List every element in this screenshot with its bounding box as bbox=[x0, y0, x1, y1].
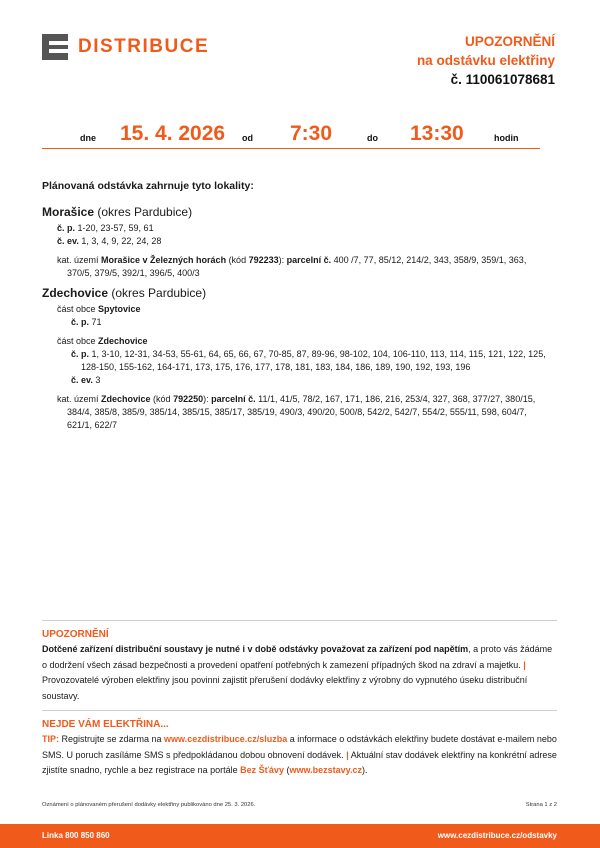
ce-label: č. ev. bbox=[71, 375, 93, 385]
cp-value: 71 bbox=[89, 317, 102, 327]
town-name: Morašice bbox=[42, 205, 95, 219]
cez-logo-icon bbox=[42, 34, 68, 60]
parcel-value: 11/1, 41/5, 78/2, 167, 171, 186, 216, 253/4, 327, 368, 377/27, 380/15, 384/4, 385/8, 385/9, 385/14, 385/15, 385/17, 385/19, 490/3, 490/20, 500/8, 542/2, 542/7, 554/2, 555/11, 598, 604/7, 621/1, 622/7 bbox=[67, 394, 536, 430]
kat-code-prefix: (kód bbox=[226, 255, 249, 265]
house-numbers bbox=[71, 316, 552, 329]
cp-label: č. p. bbox=[71, 317, 90, 327]
intro-text: Plánovaná odstávka zahrnuje tyto lokality: bbox=[42, 180, 254, 192]
kat-code-prefix: (kód bbox=[150, 394, 174, 404]
cp-value: 1, 3-10, 12-31, 34-53, 55-61, 64, 65, 66, 67, 70-85, 87, 89-96, 98-102, 104, 106-110, 113, 114, 115, 121, 122, 125, 128-150, 155-162, 164-171, 173, 175, 176, 177, 178, 181, 183, 184, 186, 189, 190, 192, 193, 196 bbox=[81, 349, 546, 372]
cp-value: 1-20, 23-57, 59, 61 bbox=[75, 223, 154, 233]
part-prefix: část obce bbox=[57, 336, 99, 346]
house-numbers bbox=[57, 222, 552, 235]
publication-text: Oznámení o plánovaném přerušení dodávky elektřiny publikováno dne 25. 3. 2026. bbox=[42, 802, 256, 808]
no-power-text bbox=[42, 732, 557, 779]
footer-bar bbox=[0, 824, 600, 848]
warning-text-1: , a proto vás žádáme o dodržení všech zásad bezpečnosti a provedení opatření potřebných k zamezení případných škod na zdraví a majetku. bbox=[42, 644, 553, 670]
house-numbers bbox=[71, 348, 561, 374]
tip-text-1: Registrujte se zdarma na bbox=[59, 734, 165, 744]
tip-text-4: ( bbox=[283, 765, 290, 775]
municipality-part bbox=[57, 335, 552, 348]
kat-name: Zdechovice bbox=[101, 394, 151, 404]
date-label: dne bbox=[80, 133, 97, 143]
kat-name: Morašice v Železných horách bbox=[101, 255, 227, 265]
cadastral-area bbox=[57, 254, 552, 280]
warning-title: UPOZORNĚNÍ bbox=[42, 629, 109, 640]
warning-section bbox=[42, 628, 557, 704]
ce-value: 3 bbox=[92, 375, 101, 385]
ce-value: 1, 3, 4, 9, 22, 24, 28 bbox=[78, 236, 162, 246]
parcel-label: parcelní č. bbox=[211, 394, 256, 404]
town-heading bbox=[42, 287, 552, 300]
town-district: (okres Pardubice) bbox=[94, 205, 193, 219]
kat-code-suffix: ): bbox=[278, 255, 287, 265]
parcel-value: 400 /7, 77, 85/12, 214/2, 343, 358/9, 359/1, 363, 370/5, 379/5, 392/1, 396/5, 400/3 bbox=[67, 255, 527, 278]
from-label: od bbox=[242, 133, 253, 143]
town-district: (okres Pardubice) bbox=[108, 286, 207, 300]
notice-header bbox=[417, 32, 555, 89]
to-label: do bbox=[367, 133, 378, 143]
publication-note bbox=[42, 802, 557, 808]
tip-text-2: a informace o odstávkách elektřiny budete dostávat e-mailem nebo SMS. U poruch zasíláme SMS s předpokládanou dobou obnovení dodávek. bbox=[42, 734, 557, 760]
locations-content bbox=[42, 180, 552, 432]
cp-label: č. p. bbox=[57, 223, 76, 233]
parcel-label: parcelní č. bbox=[286, 255, 332, 265]
part-prefix: část obce bbox=[57, 304, 99, 314]
registry-numbers bbox=[71, 374, 552, 387]
company-logo bbox=[42, 34, 209, 60]
kat-code: 792250 bbox=[173, 394, 204, 404]
hotline[interactable]: Linka 800 850 860 bbox=[42, 831, 110, 840]
kat-code: 792233 bbox=[248, 255, 279, 265]
hours-label: hodin bbox=[494, 133, 519, 143]
warning-text-2: Provozovatelé výroben elektřiny jsou povinni zajistit přerušení dodávky elektřiny z výrobny do vypnutého úseku distribuční soustavy. bbox=[42, 675, 528, 701]
registration-link[interactable]: www.cezdistribuce.cz/sluzba bbox=[164, 734, 288, 744]
part-name: Zdechovice bbox=[98, 336, 148, 346]
cp-label: č. p. bbox=[71, 349, 90, 359]
municipality-part bbox=[57, 303, 552, 316]
bez-stavy-brand: Bez Šťávy bbox=[240, 765, 284, 775]
tip-text-5: ). bbox=[361, 765, 368, 775]
bezstavy-link[interactable]: www.bezstavy.cz bbox=[289, 765, 362, 775]
kat-prefix: kat. území bbox=[57, 394, 102, 404]
town-name: Zdechovice bbox=[42, 286, 109, 300]
separator: | bbox=[523, 659, 526, 670]
no-power-section bbox=[42, 718, 557, 779]
town-heading bbox=[42, 206, 552, 219]
outages-link[interactable]: www.cezdistribuce.cz/odstavky bbox=[437, 831, 557, 840]
cadastral-area bbox=[57, 393, 552, 432]
part-name: Spytovice bbox=[98, 304, 141, 314]
outage-date: 15. 4. 2026 bbox=[120, 122, 226, 145]
schedule-line bbox=[42, 118, 540, 149]
no-power-title: NEJDE VÁM ELEKTŘINA... bbox=[42, 719, 169, 730]
notice-subtitle: na odstávku elektřiny bbox=[416, 53, 555, 68]
registry-numbers bbox=[57, 235, 552, 248]
warning-text bbox=[42, 642, 557, 704]
brand-name: DISTRIBUCE bbox=[78, 36, 210, 57]
warning-bold: Dotčené zařízení distribuční soustavy je nutné i v době odstávky považovat za zařízení pod napětím bbox=[42, 644, 469, 654]
time-from: 7:30 bbox=[290, 122, 333, 145]
time-to: 13:30 bbox=[410, 122, 464, 145]
divider bbox=[42, 620, 557, 621]
separator: | bbox=[346, 749, 349, 760]
page-number: Strana 1 z 2 bbox=[525, 802, 557, 808]
tip-text-3: Aktuální stav dodávek elektřiny na konkrétní adrese zjistíte snadno, rychle a bez registrace na portále bbox=[42, 749, 557, 775]
divider bbox=[42, 710, 557, 711]
kat-code-suffix: ): bbox=[203, 394, 212, 404]
ce-label: č. ev. bbox=[57, 236, 79, 246]
tip-label: TIP: bbox=[42, 734, 59, 744]
kat-prefix: kat. území bbox=[57, 255, 102, 265]
notice-title: UPOZORNĚNÍ bbox=[464, 34, 555, 49]
notice-number: č. 110061078681 bbox=[450, 72, 555, 87]
